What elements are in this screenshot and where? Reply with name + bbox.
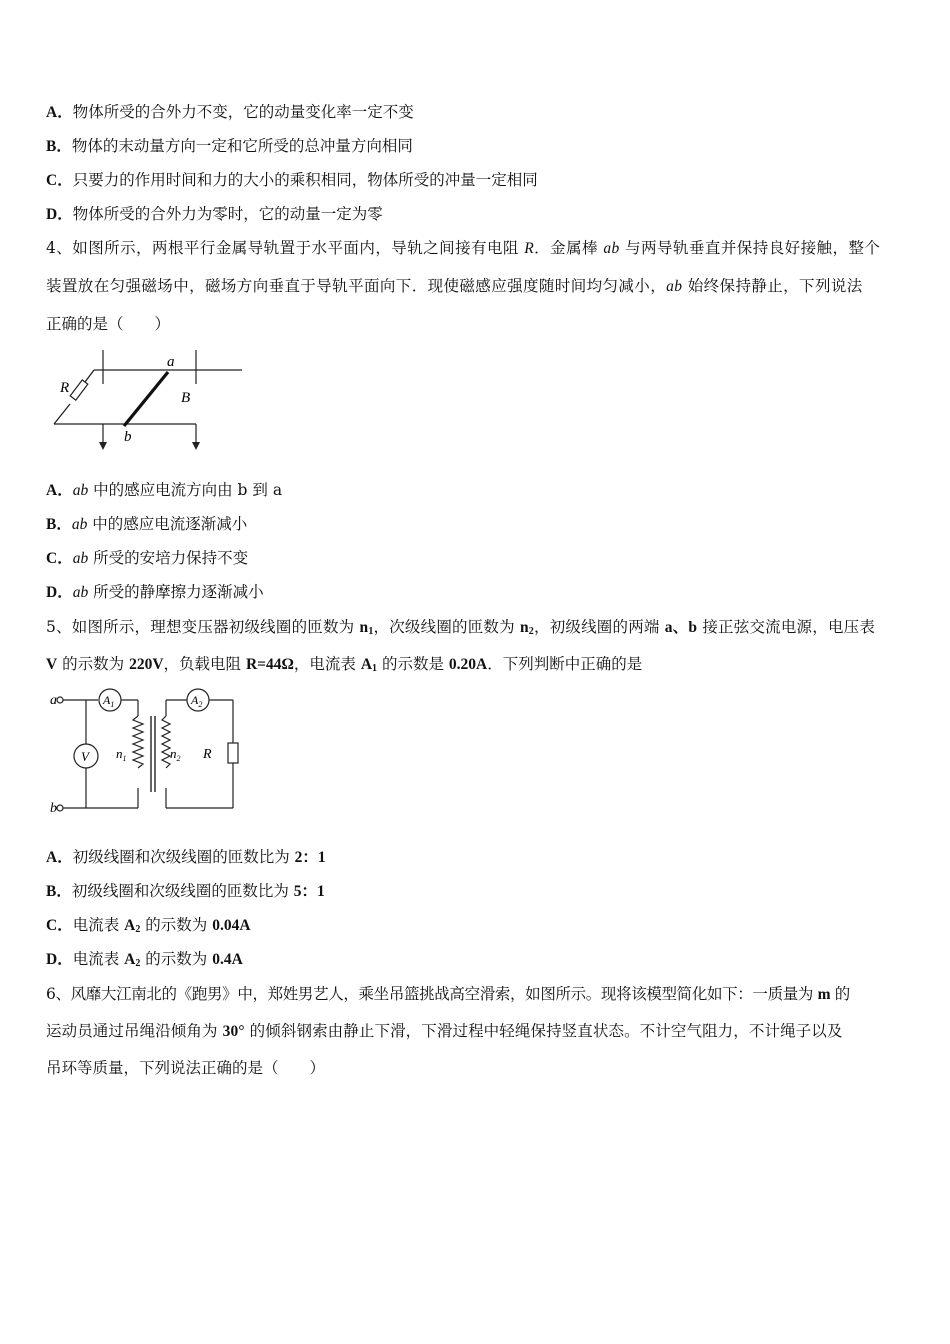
q6-stem-line1: 6、风靡大江南北的《跑男》中，郑姓男艺人，乘坐吊篮挑战高空滑索，如图所示。现将该模型简化如下：一质量为 m 的: [46, 985, 850, 1003]
q3-option-c: C．只要力的作用时间和力的大小的乘积相同，物体所受的冲量一定相同: [46, 171, 538, 189]
resistor-r: [70, 380, 88, 400]
q5-stem-line1: 5、如图所示，理想变压器初级线圈的匝数为 $n_1$，次级线圈的匝数为 $n_2$，初级线圈的两端 a、b 接正弦交流电源，电压表: [46, 618, 876, 637]
down-arrow-icon: [99, 442, 107, 450]
q4-option-a: A．ab 中的感应电流方向由 b 到 a: [46, 481, 283, 499]
label-n1: $n_1$: [116, 746, 127, 763]
label-a1: $A_1$: [103, 693, 115, 709]
q6-stem-line2: 运动员通过吊绳沿倾角为 30° 的倾斜钢索由静止下滑，下滑过程中轻绳保持竖直状态。不计空气阻力，不计绳子以及: [46, 1022, 843, 1040]
label-v: V: [81, 749, 89, 764]
label-b: b: [124, 429, 132, 445]
label-b-field: B: [181, 390, 191, 406]
q4-rail-figure: [46, 346, 246, 454]
q4-stem-line3: 正确的是（ ）: [46, 315, 171, 333]
q3-option-b: B．物体的末动量方向一定和它所受的总冲量方向相同: [46, 137, 413, 155]
q4-option-b: B．ab 中的感应电流逐渐减小: [46, 515, 248, 533]
q5-transformer-figure: [46, 688, 246, 818]
load-resistor-r: [228, 743, 238, 763]
terminal-a: [57, 697, 63, 703]
q3-option-d: D．物体所受的合外力为零时，它的动量一定为零: [46, 205, 383, 223]
label-a: a: [50, 693, 57, 708]
metal-bar-ab: [124, 372, 168, 426]
q5-option-a: A．初级线圈和次级线圈的匝数比为 2：1: [46, 848, 326, 866]
q3-option-a: A．物体所受的合外力不变，它的动量变化率一定不变: [46, 103, 414, 121]
primary-coil: [133, 716, 143, 768]
q4-option-d: D．ab 所受的静摩擦力逐渐减小: [46, 583, 264, 601]
q5-option-c: C．电流表 $A_2$ 的示数为 0.04A: [46, 916, 251, 935]
q6-stem-line3: 吊环等质量，下列说法正确的是（ ）: [46, 1059, 326, 1077]
q5-option-b: B．初级线圈和次级线圈的匝数比为 5：1: [46, 882, 325, 900]
label-r: R: [60, 380, 70, 396]
q4-option-c: C．ab 所受的安培力保持不变: [46, 549, 249, 567]
q4-stem-line2: 装置放在匀强磁场中，磁场方向垂直于导轨平面向下．现使磁感应强度随时间均匀减小，ab 始终保持静止，下列说法: [46, 277, 863, 295]
label-a2: $A_2$: [191, 693, 203, 709]
down-arrow-icon: [192, 442, 200, 450]
q5-stem-line2: V 的示数为 220V，负载电阻 R=44Ω，电流表 $A_1$ 的示数是 0.20A．下列判断中正确的是: [46, 655, 643, 674]
label-b: b: [50, 801, 57, 816]
label-a: a: [167, 354, 175, 370]
q5-option-d: D．电流表 $A_2$ 的示数为 0.4A: [46, 950, 243, 969]
q4-stem-line1: 4、如图所示，两根平行金属导轨置于水平面内，导轨之间接有电阻 R．金属棒 ab 与两导轨垂直并保持良好接触，整个: [46, 239, 881, 257]
label-n2: $n_2$: [170, 746, 181, 763]
terminal-b: [57, 805, 63, 811]
secondary-coil: [162, 716, 170, 768]
label-r: R: [203, 747, 212, 762]
